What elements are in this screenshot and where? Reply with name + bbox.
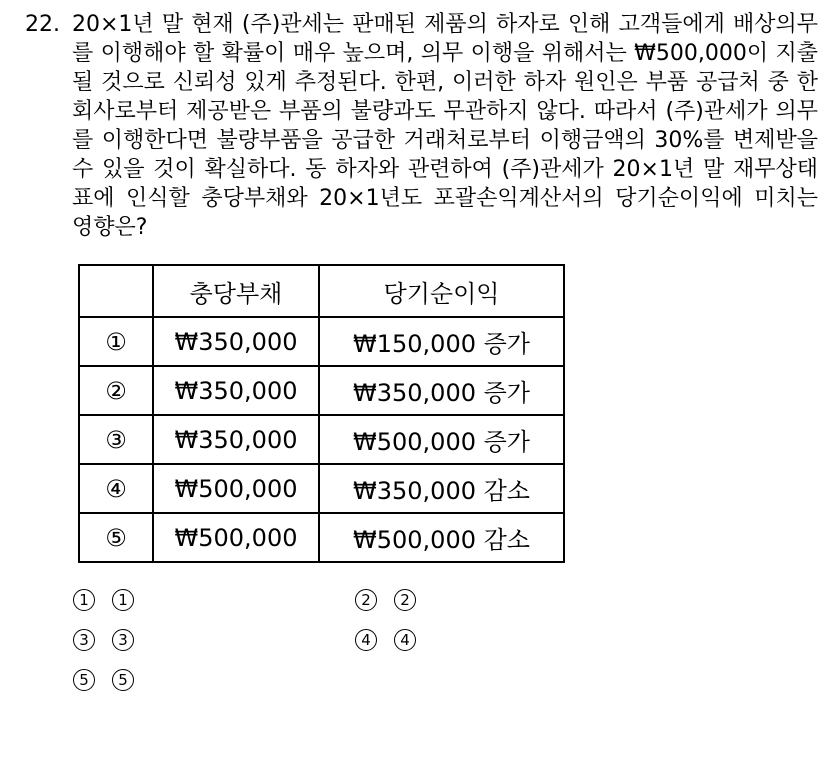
circled-3-icon: 3 — [73, 629, 95, 651]
table-header-blank — [79, 265, 153, 317]
provision-cell: ₩350,000 — [153, 317, 319, 366]
table-row — [79, 415, 564, 464]
provision-cell: ₩500,000 — [153, 513, 319, 562]
circled-2-icon: 2 — [394, 589, 416, 611]
table-row — [79, 317, 564, 366]
net-income-cell: ₩150,000 증가 — [319, 317, 564, 366]
question-block — [0, 0, 826, 242]
row-marker: ⑤ — [79, 513, 153, 562]
question-number: 22. — [25, 12, 60, 37]
answer-choice-1[interactable] — [73, 589, 355, 611]
table-row — [79, 464, 564, 513]
answer-choice-2[interactable] — [355, 589, 553, 611]
circled-5-icon: 5 — [73, 669, 95, 691]
circled-3-icon: 3 — [112, 629, 134, 651]
row-marker: ① — [79, 317, 153, 366]
table-header-net-income: 당기순이익 — [319, 265, 564, 317]
provision-cell: ₩350,000 — [153, 366, 319, 415]
net-income-cell: ₩500,000 감소 — [319, 513, 564, 562]
row-marker: ③ — [79, 415, 153, 464]
net-income-cell: ₩500,000 증가 — [319, 415, 564, 464]
table-row — [79, 513, 564, 562]
row-marker: ② — [79, 366, 153, 415]
circled-5-icon: 5 — [112, 669, 134, 691]
answer-choice-3[interactable] — [73, 629, 355, 651]
options-table — [78, 264, 565, 563]
provision-cell: ₩500,000 — [153, 464, 319, 513]
circled-1-icon: 1 — [112, 589, 134, 611]
provision-cell: ₩350,000 — [153, 415, 319, 464]
table-header-row — [79, 265, 564, 317]
net-income-cell: ₩350,000 감소 — [319, 464, 564, 513]
circled-2-icon: 2 — [355, 589, 377, 611]
circled-4-icon: 4 — [394, 629, 416, 651]
row-marker: ④ — [79, 464, 153, 513]
table-header-provision: 충당부채 — [153, 265, 319, 317]
net-income-cell: ₩350,000 증가 — [319, 366, 564, 415]
circled-4-icon: 4 — [355, 629, 377, 651]
circled-1-icon: 1 — [73, 589, 95, 611]
table-row — [79, 366, 564, 415]
answer-choices — [73, 589, 553, 691]
answer-choice-4[interactable] — [355, 629, 553, 651]
answer-choice-5[interactable] — [73, 669, 355, 691]
question-text: 20×1년 말 현재 (주)관세는 판매된 제품의 하자로 인해 고객들에게 배상의무를 이행해야 할 확률이 매우 높으며, 의무 이행을 위해서는 ₩500,000이 지출될 것으로 신뢰성 있게 추정된다. 한편, 이러한 하자 원인은 부품 공급처 중 한 회사로부터 제공받은 부품의 불량과도 무관하지 않다. 따라서 (주)관세가 의무를 이행한다면 불량부품을 공급한 거래처로부터 이행금액의 30%를 변제받을 수 있을 것이 확실하다. 동 하자와 관련하여 (주)관세가 20×1년 말 재무상태표에 인식할 충당부채와 20×1년도 포괄손익계산서의 당기순이익에 미치는 영향은? — [72, 12, 818, 240]
